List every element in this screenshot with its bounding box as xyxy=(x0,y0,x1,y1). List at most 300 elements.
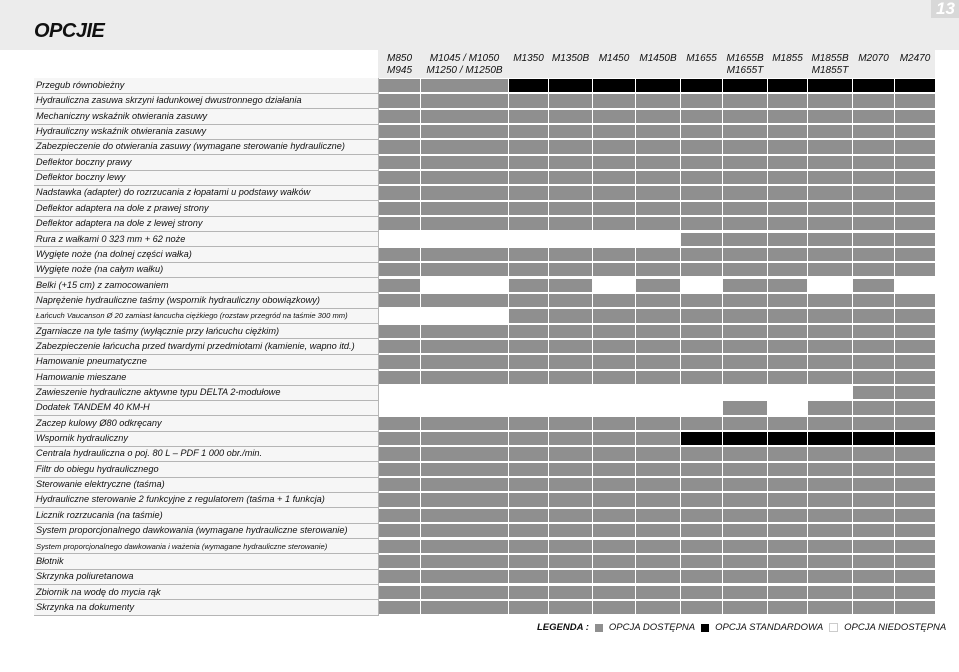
column-header: M1350 xyxy=(513,53,544,64)
option-cell xyxy=(808,202,852,215)
option-cell xyxy=(895,524,935,537)
option-cell xyxy=(421,171,508,184)
option-cell xyxy=(853,294,894,307)
option-cell xyxy=(808,601,852,614)
option-cell xyxy=(808,371,852,384)
option-cell xyxy=(681,186,722,199)
option-cell xyxy=(808,294,852,307)
row-label: Licznik rozrzucania (na taśmie) xyxy=(36,509,163,520)
row-label: Zabezpieczenie łańcucha przed twardymi przedmiotami (kamienie, wapno itd.) xyxy=(36,340,355,351)
option-cell xyxy=(421,355,508,368)
option-cell xyxy=(379,217,420,230)
option-cell xyxy=(723,540,767,553)
legend-available-swatch xyxy=(595,624,603,632)
option-cell xyxy=(853,401,894,414)
option-cell xyxy=(895,202,935,215)
option-cell xyxy=(636,110,680,123)
option-cell xyxy=(681,463,722,476)
option-cell xyxy=(723,570,767,583)
option-cell xyxy=(853,279,894,292)
option-cell xyxy=(421,586,508,599)
option-cell xyxy=(549,248,592,261)
option-cell xyxy=(593,186,635,199)
row-label: Mechaniczny wskaźnik otwierania zasuwy xyxy=(36,110,208,121)
option-cell xyxy=(723,555,767,568)
option-cell xyxy=(853,325,894,338)
option-cell xyxy=(895,432,935,445)
option-cell xyxy=(808,432,852,445)
option-cell xyxy=(853,417,894,430)
option-cell xyxy=(421,478,508,491)
option-cell xyxy=(593,432,635,445)
option-cell xyxy=(421,186,508,199)
option-cell xyxy=(593,217,635,230)
option-cell xyxy=(593,325,635,338)
option-cell xyxy=(681,233,722,246)
row-label: Hamowanie pneumatyczne xyxy=(36,356,147,367)
option-cell xyxy=(593,309,635,322)
row-label: Deflektor boczny prawy xyxy=(36,156,132,167)
option-cell xyxy=(895,309,935,322)
option-cell xyxy=(421,263,508,276)
option-cell xyxy=(593,555,635,568)
option-cell xyxy=(636,432,680,445)
option-cell xyxy=(549,140,592,153)
option-cell xyxy=(681,294,722,307)
option-cell xyxy=(768,171,807,184)
option-cell xyxy=(509,540,548,553)
option-cell xyxy=(895,447,935,460)
option-cell xyxy=(379,509,420,522)
option-cell xyxy=(768,524,807,537)
row-label: Centrala hydrauliczna o poj. 80 L – PDF 1 000 obr./min. xyxy=(36,448,263,459)
option-cell xyxy=(593,493,635,506)
option-cell xyxy=(549,493,592,506)
legend-unavailable-swatch xyxy=(829,623,838,632)
option-cell xyxy=(895,586,935,599)
option-cell xyxy=(895,570,935,583)
option-cell xyxy=(723,371,767,384)
option-cell xyxy=(723,586,767,599)
option-cell xyxy=(768,355,807,368)
option-cell xyxy=(549,217,592,230)
option-cell xyxy=(509,233,548,246)
option-cell xyxy=(636,156,680,169)
option-cell xyxy=(853,524,894,537)
option-cell xyxy=(808,217,852,230)
option-cell xyxy=(549,524,592,537)
option-cell xyxy=(421,340,508,353)
option-cell xyxy=(549,325,592,338)
option-cell xyxy=(379,294,420,307)
option-cell xyxy=(853,156,894,169)
option-cell xyxy=(549,94,592,107)
option-cell xyxy=(681,371,722,384)
option-cell xyxy=(768,263,807,276)
column-header: M1450B xyxy=(639,53,677,64)
option-cell xyxy=(636,447,680,460)
option-cell xyxy=(379,202,420,215)
option-cell xyxy=(549,279,592,292)
option-cell xyxy=(768,401,807,414)
option-cell xyxy=(723,524,767,537)
option-cell xyxy=(723,447,767,460)
option-cell xyxy=(768,340,807,353)
option-cell xyxy=(681,125,722,138)
option-cell xyxy=(549,586,592,599)
option-cell xyxy=(421,309,508,322)
option-cell xyxy=(379,263,420,276)
option-cell xyxy=(549,156,592,169)
option-cell xyxy=(379,110,420,123)
option-cell xyxy=(681,509,722,522)
option-cell xyxy=(768,570,807,583)
option-cell xyxy=(549,202,592,215)
option-cell xyxy=(681,110,722,123)
option-cell xyxy=(768,386,807,399)
option-cell xyxy=(509,248,548,261)
option-cell xyxy=(549,309,592,322)
option-cell xyxy=(549,371,592,384)
option-cell xyxy=(379,156,420,169)
option-cell xyxy=(593,340,635,353)
option-cell xyxy=(636,386,680,399)
option-cell xyxy=(379,355,420,368)
option-cell xyxy=(636,294,680,307)
option-cell xyxy=(895,79,935,92)
option-cell xyxy=(681,555,722,568)
option-cell xyxy=(895,463,935,476)
option-cell xyxy=(593,586,635,599)
option-cell xyxy=(636,555,680,568)
option-cell xyxy=(723,463,767,476)
option-cell xyxy=(768,432,807,445)
row-label: Skrzynka poliuretanowa xyxy=(36,571,134,582)
option-cell xyxy=(421,79,508,92)
option-cell xyxy=(379,371,420,384)
option-cell xyxy=(895,555,935,568)
option-cell xyxy=(723,110,767,123)
option-cell xyxy=(853,171,894,184)
option-cell xyxy=(421,540,508,553)
column-header: M1655 xyxy=(686,53,717,64)
option-cell xyxy=(853,478,894,491)
option-cell xyxy=(853,386,894,399)
legend-title: LEGENDA : xyxy=(537,622,589,633)
row-label: Deflektor adaptera na dole z prawej strony xyxy=(36,202,209,213)
option-cell xyxy=(853,186,894,199)
header-band xyxy=(0,0,959,50)
row-label: Zbiornik na wodę do mycia rąk xyxy=(36,586,161,597)
option-cell xyxy=(636,325,680,338)
option-cell xyxy=(509,463,548,476)
option-cell xyxy=(636,233,680,246)
option-cell xyxy=(549,447,592,460)
option-cell xyxy=(681,524,722,537)
option-cell xyxy=(808,586,852,599)
option-cell xyxy=(421,463,508,476)
option-cell xyxy=(379,447,420,460)
option-cell xyxy=(636,79,680,92)
option-cell xyxy=(509,401,548,414)
option-cell xyxy=(723,386,767,399)
row-label: System proporcjonalnego dawkowania i ważenia (wymagane hydrauliczne sterowanie) xyxy=(36,541,328,551)
option-cell xyxy=(549,570,592,583)
option-cell xyxy=(853,125,894,138)
option-cell xyxy=(593,447,635,460)
option-cell xyxy=(379,233,420,246)
option-cell xyxy=(636,509,680,522)
option-cell xyxy=(895,371,935,384)
option-cell xyxy=(636,248,680,261)
option-cell xyxy=(421,248,508,261)
option-cell xyxy=(768,202,807,215)
option-cell xyxy=(723,478,767,491)
option-cell xyxy=(636,463,680,476)
option-cell xyxy=(549,417,592,430)
option-cell xyxy=(379,417,420,430)
option-cell xyxy=(808,140,852,153)
option-cell xyxy=(379,186,420,199)
option-cell xyxy=(379,125,420,138)
option-cell xyxy=(853,509,894,522)
option-cell xyxy=(421,401,508,414)
option-cell xyxy=(768,371,807,384)
option-cell xyxy=(421,294,508,307)
option-cell xyxy=(509,110,548,123)
option-cell xyxy=(895,233,935,246)
column-header: M1655B M1655T xyxy=(726,53,764,76)
column-header: M1045 / M1050 M1250 / M1250B xyxy=(426,53,503,76)
option-cell xyxy=(636,493,680,506)
row-label: Hydrauliczne sterowanie 2 funkcyjne z regulatorem (taśma + 1 funkcja) xyxy=(36,494,325,505)
option-cell xyxy=(853,263,894,276)
option-cell xyxy=(379,601,420,614)
option-cell xyxy=(636,340,680,353)
option-cell xyxy=(853,233,894,246)
option-cell xyxy=(723,401,767,414)
column-header: M2070 xyxy=(858,53,889,64)
option-cell xyxy=(681,94,722,107)
option-cell xyxy=(593,509,635,522)
option-cell xyxy=(808,325,852,338)
option-cell xyxy=(421,110,508,123)
option-cell xyxy=(379,248,420,261)
option-cell xyxy=(768,186,807,199)
row-label: Rura z wałkami 0 323 mm + 62 noże xyxy=(36,233,186,244)
option-cell xyxy=(808,509,852,522)
option-cell xyxy=(421,156,508,169)
option-cell xyxy=(593,294,635,307)
option-cell xyxy=(593,355,635,368)
option-cell xyxy=(379,401,420,414)
option-cell xyxy=(636,125,680,138)
option-cell xyxy=(723,202,767,215)
option-cell xyxy=(593,140,635,153)
option-cell xyxy=(681,493,722,506)
option-cell xyxy=(895,325,935,338)
option-cell xyxy=(723,233,767,246)
row-label: Deflektor adaptera na dole z lewej strony xyxy=(36,218,203,229)
option-cell xyxy=(853,79,894,92)
option-cell xyxy=(636,540,680,553)
option-cell xyxy=(509,493,548,506)
option-cell xyxy=(379,171,420,184)
option-cell xyxy=(723,217,767,230)
option-cell xyxy=(421,570,508,583)
option-cell xyxy=(681,202,722,215)
option-cell xyxy=(808,171,852,184)
option-cell xyxy=(768,309,807,322)
row-label: Hydrauliczny wskaźnik otwierania zasuwy xyxy=(36,126,207,137)
row-label: Sterowanie elektryczne (taśma) xyxy=(36,479,165,490)
option-cell xyxy=(895,125,935,138)
row-label: Wygięte noże (na dolnej części wałka) xyxy=(36,248,192,259)
option-cell xyxy=(808,233,852,246)
row-label: Zaczep kulowy Ø80 odkręcany xyxy=(36,417,162,428)
option-cell xyxy=(509,586,548,599)
option-cell xyxy=(895,263,935,276)
option-cell xyxy=(853,570,894,583)
option-cell xyxy=(593,125,635,138)
option-cell xyxy=(379,325,420,338)
option-cell xyxy=(509,432,548,445)
option-cell xyxy=(421,140,508,153)
option-cell xyxy=(681,540,722,553)
option-cell xyxy=(549,294,592,307)
option-cell xyxy=(808,279,852,292)
option-cell xyxy=(853,248,894,261)
option-cell xyxy=(895,355,935,368)
option-cell xyxy=(681,478,722,491)
option-cell xyxy=(593,540,635,553)
option-cell xyxy=(853,432,894,445)
option-cell xyxy=(593,94,635,107)
option-cell xyxy=(593,233,635,246)
option-cell xyxy=(808,570,852,583)
option-cell xyxy=(549,233,592,246)
option-cell xyxy=(895,294,935,307)
option-cell xyxy=(808,309,852,322)
option-cell xyxy=(808,248,852,261)
option-cell xyxy=(593,524,635,537)
option-cell xyxy=(768,463,807,476)
option-cell xyxy=(593,371,635,384)
option-cell xyxy=(853,586,894,599)
option-cell xyxy=(723,171,767,184)
option-cell xyxy=(768,478,807,491)
option-cell xyxy=(808,493,852,506)
option-cell xyxy=(768,294,807,307)
option-cell xyxy=(593,202,635,215)
option-cell xyxy=(681,217,722,230)
row-label: Filtr do obiegu hydraulicznego xyxy=(36,463,159,474)
option-cell xyxy=(895,94,935,107)
option-cell xyxy=(768,540,807,553)
option-cell xyxy=(509,294,548,307)
option-cell xyxy=(379,279,420,292)
option-cell xyxy=(549,401,592,414)
option-cell xyxy=(681,401,722,414)
option-cell xyxy=(509,524,548,537)
option-cell xyxy=(895,279,935,292)
option-cell xyxy=(853,94,894,107)
legend-available-label: OPCJA DOSTĘPNA xyxy=(608,622,696,633)
option-cell xyxy=(723,493,767,506)
option-cell xyxy=(768,601,807,614)
option-cell xyxy=(681,601,722,614)
option-cell xyxy=(853,447,894,460)
option-cell xyxy=(421,555,508,568)
option-cell xyxy=(421,493,508,506)
column-header: M1450 xyxy=(598,53,630,64)
option-cell xyxy=(808,156,852,169)
option-cell xyxy=(808,94,852,107)
option-cell xyxy=(723,432,767,445)
option-cell xyxy=(895,478,935,491)
option-cell xyxy=(681,156,722,169)
option-cell xyxy=(768,417,807,430)
option-cell xyxy=(636,355,680,368)
option-cell xyxy=(379,540,420,553)
column-header: M1350B xyxy=(551,53,590,64)
row-label: Wygięte noże (na całym wałku) xyxy=(36,264,164,275)
option-cell xyxy=(379,309,420,322)
option-cell xyxy=(509,570,548,583)
option-cell xyxy=(808,401,852,414)
option-cell xyxy=(853,217,894,230)
row-divider xyxy=(34,553,378,554)
option-cell xyxy=(853,601,894,614)
option-cell xyxy=(681,309,722,322)
option-cell xyxy=(681,355,722,368)
option-cell xyxy=(549,79,592,92)
option-cell xyxy=(723,509,767,522)
option-cell xyxy=(593,463,635,476)
option-cell xyxy=(768,156,807,169)
option-cell xyxy=(636,217,680,230)
option-cell xyxy=(895,140,935,153)
option-cell xyxy=(895,186,935,199)
option-cell xyxy=(379,570,420,583)
row-label: Dodatek TANDEM 40 KM-H xyxy=(36,402,150,413)
option-cell xyxy=(549,509,592,522)
option-cell xyxy=(636,186,680,199)
option-cell xyxy=(379,432,420,445)
option-cell xyxy=(768,110,807,123)
row-label: Belki (+15 cm) z zamocowaniem xyxy=(36,279,169,290)
option-cell xyxy=(681,447,722,460)
option-cell xyxy=(593,417,635,430)
option-cell xyxy=(593,570,635,583)
option-cell xyxy=(768,140,807,153)
option-cell xyxy=(636,140,680,153)
option-cell xyxy=(723,125,767,138)
option-cell xyxy=(895,417,935,430)
option-cell xyxy=(895,340,935,353)
row-label: Deflektor boczny lewy xyxy=(36,172,126,183)
option-cell xyxy=(723,355,767,368)
option-cell xyxy=(808,524,852,537)
option-cell xyxy=(723,248,767,261)
option-cell xyxy=(636,279,680,292)
option-cell xyxy=(593,601,635,614)
option-cell xyxy=(549,186,592,199)
option-cell xyxy=(853,463,894,476)
option-cell xyxy=(636,371,680,384)
option-cell xyxy=(379,140,420,153)
option-cell xyxy=(636,94,680,107)
